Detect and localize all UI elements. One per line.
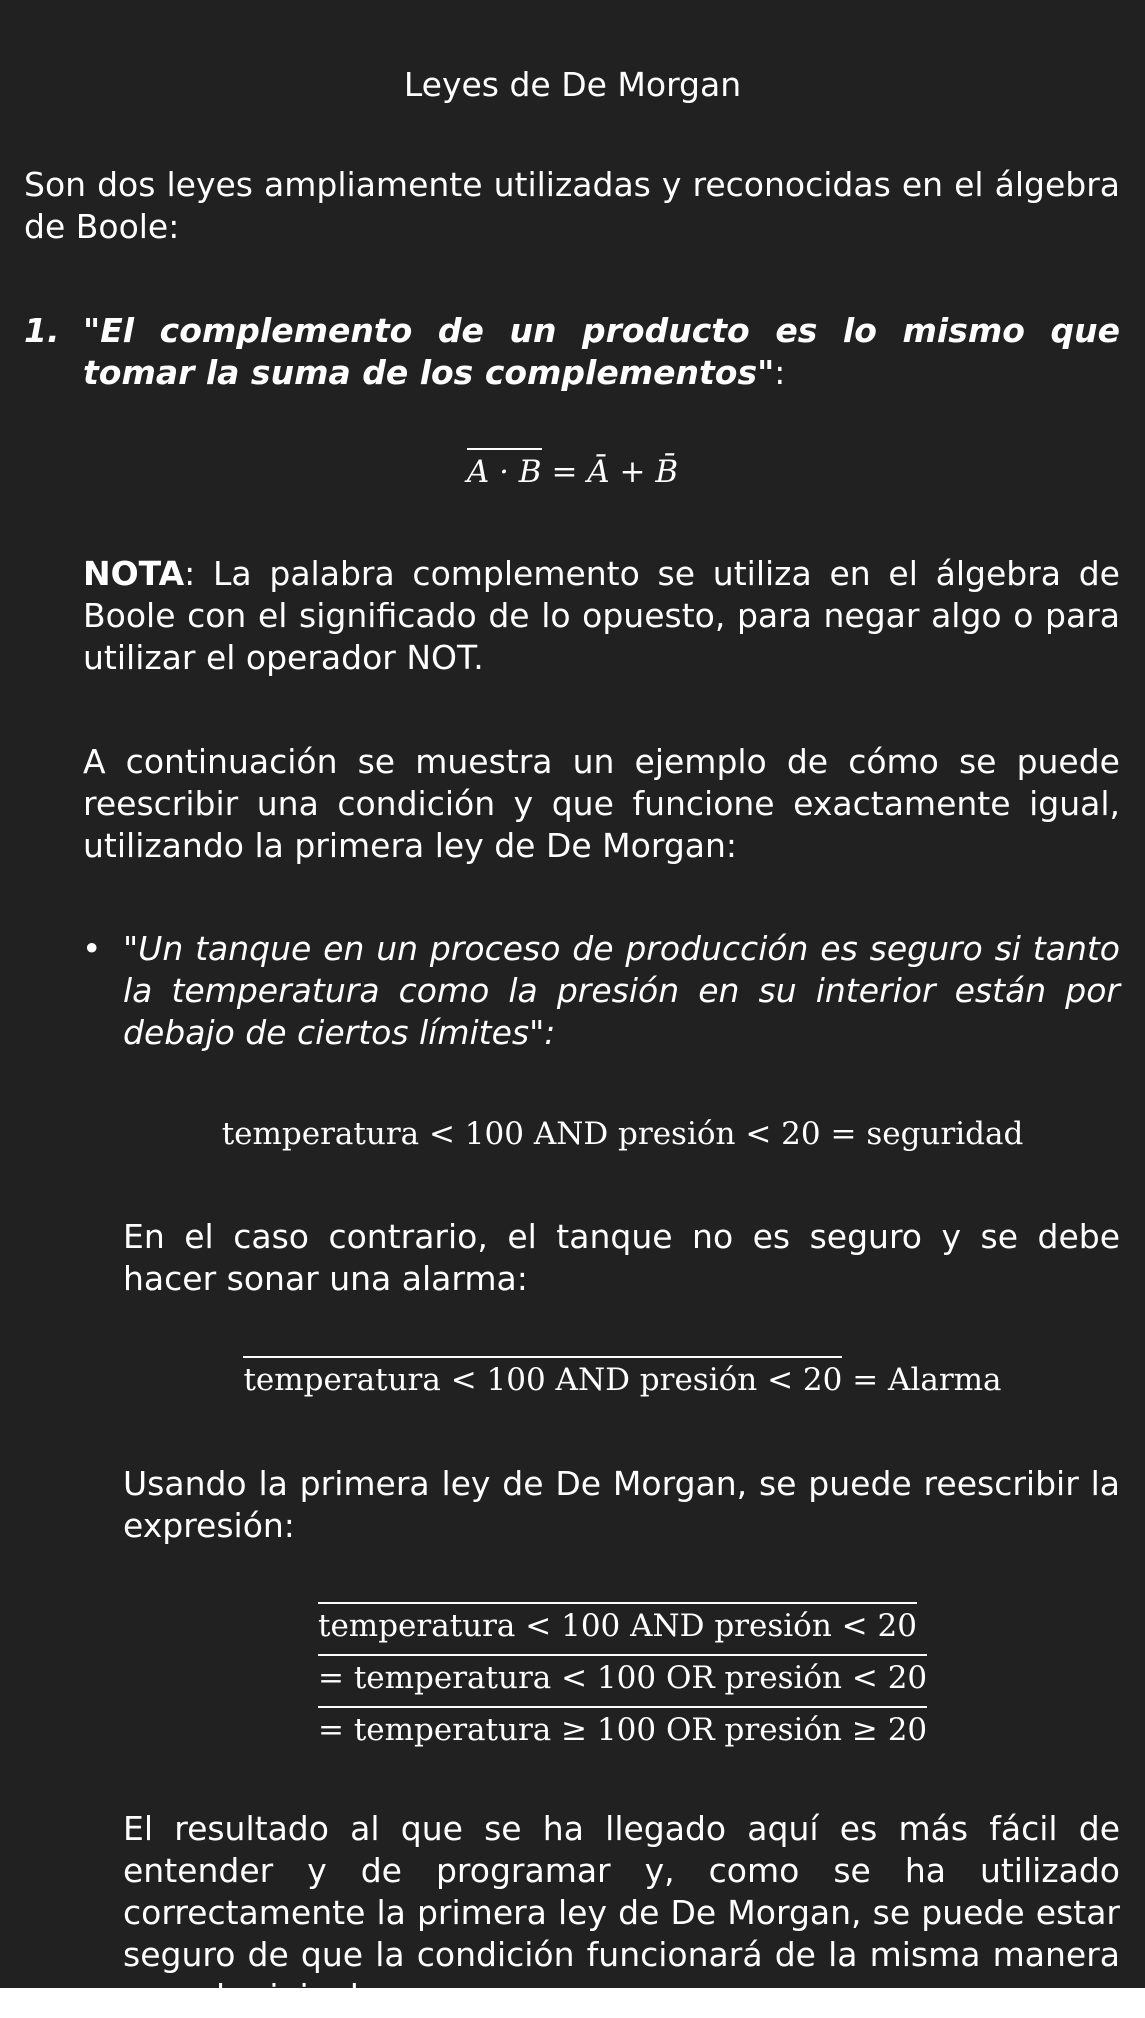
result-paragraph: El resultado al que se ha llegado aquí es más fácil de entender y de programar y, como se ha utilizado correctamente la primera ley de De Morgan, se puede estar seguro de que la condición funcionará de la misma manera que el original. <box>123 1809 1120 2016</box>
rewrite-line-2 <box>318 1658 927 1698</box>
note-label: NOTA <box>83 554 185 593</box>
law-1-statement <box>83 310 1120 394</box>
rewrite-line-1-text: temperatura < 100 AND presión < 20 <box>318 1608 917 1644</box>
safety-formula: temperatura < 100 AND presión < 20 = seguridad <box>221 1116 1024 1152</box>
otherwise-paragraph: En el caso contrario, el tanque no es seguro y se debe hacer sonar una alarma: <box>123 1217 1120 1298</box>
rewrite-line-1 <box>318 1606 917 1646</box>
continuation-paragraph: A continuación se muestra un ejemplo de cómo se puede reescribir una condición y que funcione exactamente igual, utilizando la primera ley de De Morgan: <box>83 742 1120 865</box>
law-1-statement-colon: : <box>774 353 786 392</box>
law-1-formula <box>0 452 1145 492</box>
note-text: : La palabra complemento se utiliza en el álgebra de Boole con el significado de lo opuesto, para negar algo o para utilizar el operador NOT. <box>83 554 1120 677</box>
formula-a-complement: Ā <box>587 454 610 490</box>
note-paragraph <box>83 553 1120 679</box>
intro-paragraph: Son dos leyes ampliamente utilizadas y reconocidas en el álgebra de Boole: <box>24 165 1120 246</box>
bullet-example: "Un tanque en un proceso de producción es seguro si tanto la temperatura como la presión en su interior están por debajo de ciertos límites": <box>123 929 1120 1052</box>
formula-equals: = <box>541 454 588 490</box>
page-title: Leyes de De Morgan <box>403 65 742 104</box>
formula-plus: + <box>609 454 656 490</box>
alarm-formula-lhs: temperatura < 100 AND presión < 20 <box>243 1362 843 1398</box>
law-1-statement-text: "El complemento de un producto es lo mismo que tomar la suma de los complementos" <box>83 311 1120 392</box>
alarm-formula-rhs: = Alarma <box>842 1362 1002 1398</box>
using-paragraph: Usando la primera ley de De Morgan, se puede reescribir la expresión: <box>123 1464 1120 1545</box>
law-1-number: 1. <box>24 311 60 350</box>
alarm-formula <box>0 1360 1145 1400</box>
formula-b-complement: B̄ <box>655 454 679 490</box>
rewrite-line-3 <box>318 1710 927 1750</box>
rewrite-line-3-text: = temperatura ≥ 100 OR presión ≥ 20 <box>318 1712 928 1748</box>
formula-lhs: A · B <box>466 454 542 490</box>
bullet-marker: • <box>82 929 102 968</box>
rewrite-line-2-text: = temperatura < 100 OR presión < 20 <box>318 1660 928 1696</box>
